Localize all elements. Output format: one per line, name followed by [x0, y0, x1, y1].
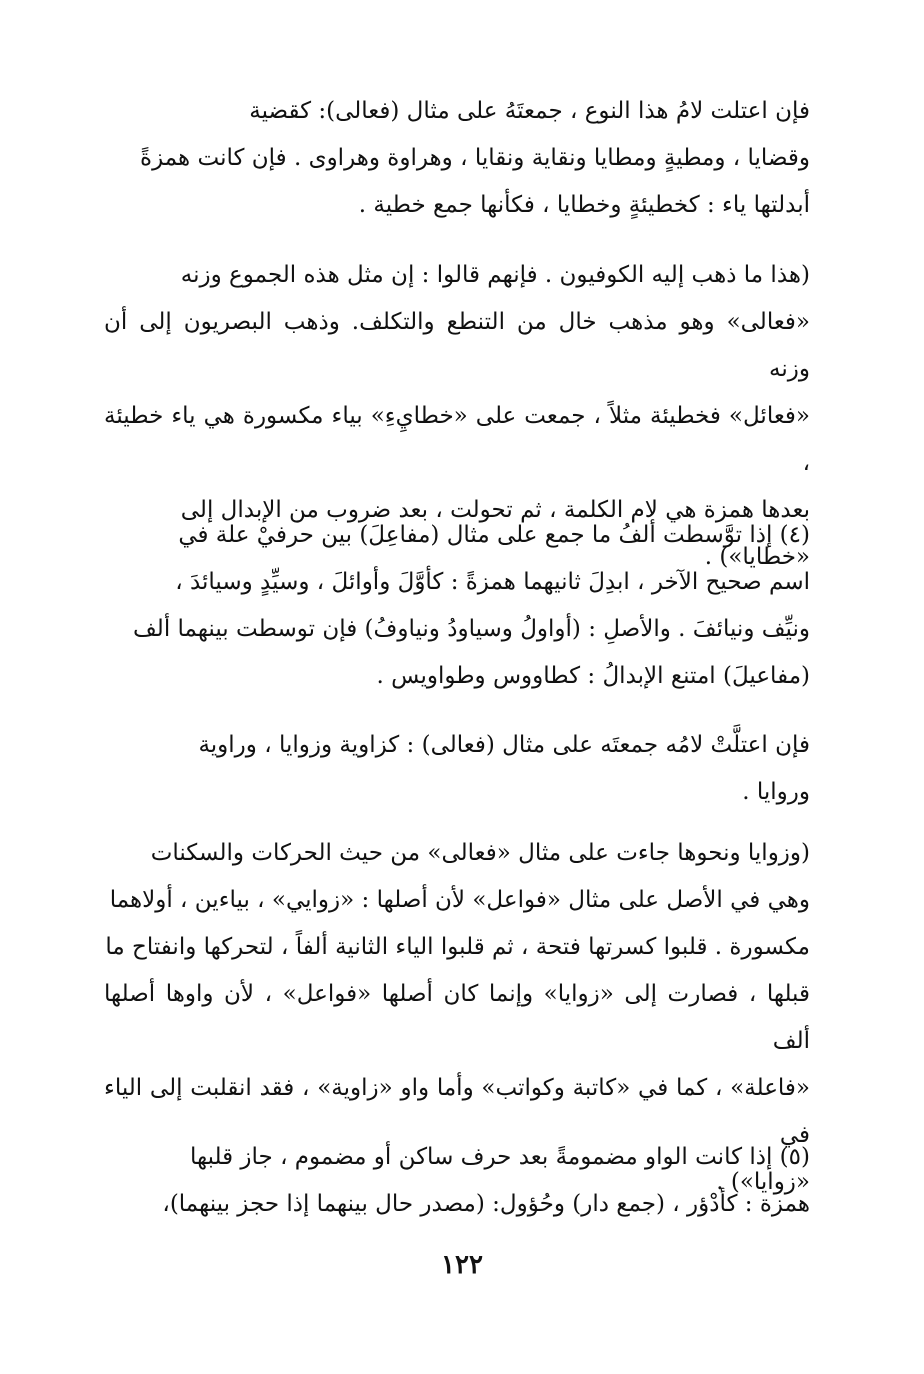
- text-line: (هذا ما ذهب إليه الكوفيون . فإنهم قالوا : إن مثل هذه الجموع وزنه: [180, 262, 810, 288]
- text-line: «فعائل» فخطيئة مثلاً ، جمعت على «خطايِءِ» بياء مكسورة هي ياء خطيئة ،: [104, 403, 810, 476]
- text-line: «زوايا») .: [716, 1169, 810, 1195]
- text-line: فإن اعتلت لامُ هذا النوع ، جمعتَهُ على مثال (فعالى): كقضية: [249, 98, 810, 124]
- text-line: وهي في الأصل على مثال «فواعل» لأن أصلها : «زوايي» ، بياءين ، أولاهما: [109, 887, 810, 913]
- text-line: بعدها همزة هي لام الكلمة ، ثم تحولت ، بعد ضروب من الإبدال إلى: [180, 497, 810, 523]
- text-line: (وزوايا ونحوها جاءت على مثال «فعالى» من حيث الحركات والسكنات: [150, 840, 810, 866]
- text-line: «فعالى» وهو مذهب خال من التنطع والتكلف. وذهب البصريون إلى أن وزنه: [104, 309, 810, 382]
- text-line: (مفاعيلَ) امتنع الإبدالُ : كطاووس وطواويس .: [376, 663, 810, 689]
- paragraph-plural-faala: [104, 88, 810, 229]
- page-number: ١٢٢: [441, 1250, 483, 1280]
- paragraph-rule-5: [104, 1134, 810, 1228]
- text-line: (٤) إذا توَّسطت ألفُ ما جمع على مثال (مفاعِلَ) بين حرفيْ علة في: [178, 522, 810, 548]
- text-line: فإن اعتلَّتْ لامُه جمعتَه على مثال (فعالى) : كزاوية وزوايا ، وراوية: [198, 732, 810, 758]
- paragraph-zawaya-example: [104, 722, 810, 816]
- paragraph-rule-4: [104, 512, 810, 700]
- text-line: (٥) إذا كانت الواو مضمومةً بعد حرف ساكن أو مضموم ، جاز قلبها: [189, 1144, 810, 1170]
- text-line: وقضايا ، ومطيةٍ ومطايا ونقاية ونقايا ، وهراوة وهراوى . فإن كانت همزةً: [140, 145, 810, 171]
- text-line: وروايا .: [742, 779, 810, 805]
- text-line: ونيِّف ونيائفَ . والأصلِ : (أواولُ وسياودُ ونياوفُ) فإن توسطت بينهما ألف: [133, 616, 810, 642]
- text-line: «فاعلة» ، كما في «كاتبة وكواتب» وأما واو «زاوية» ، فقد انقلبت إلى الياء في: [104, 1075, 810, 1148]
- text-line: مكسورة . قلبوا كسرتها فتحة ، ثم قلبوا الياء الثانية ألفاً ، لتحركها وانفتاح ما: [105, 934, 810, 960]
- text-line: اسم صحيح الآخر ، ابدِلَ ثانيهما همزةً : كأوَّلَ وأوائلَ ، وسيِّدٍ وسيائدَ ،: [175, 569, 810, 595]
- text-line: أبدلتها ياء : كخطيئةٍ وخطايا ، فكأنها جمع خطية .: [358, 192, 810, 218]
- text-line: همزة : كأدْؤر ، (جمع دار) وحُؤول: (مصدر حال بينهما إذا حجز بينهما)،: [162, 1191, 810, 1217]
- text-line: قبلها ، فصارت إلى «زوايا» وإنما كان أصلها «فواعل» ، لأن واوها أصلها ألف: [104, 981, 810, 1054]
- text-line: «خطايا») .: [704, 544, 810, 570]
